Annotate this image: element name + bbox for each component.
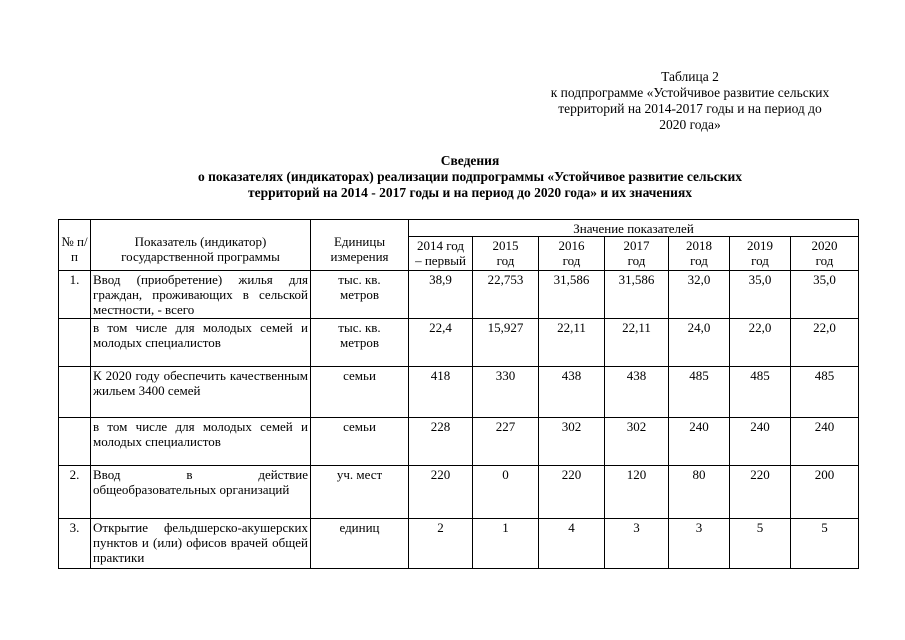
row-value: 24,0 [669, 319, 730, 367]
row-value: 3 [669, 519, 730, 569]
row-number: 3. [59, 519, 91, 569]
header-year-suffix: год [751, 253, 769, 268]
title-line: территорий на 2014 - 2017 годы и на период до 2020 года» и их значениях [247, 185, 693, 200]
row-value: 485 [791, 367, 859, 418]
row-value: 302 [605, 418, 669, 466]
row-indicator: К 2020 году обеспечить качественным жильем 3400 семей [91, 367, 311, 418]
header-year [669, 237, 730, 271]
row-value: 1 [473, 519, 539, 569]
row-value: 330 [473, 367, 539, 418]
header-year [791, 237, 859, 271]
row-value: 438 [539, 367, 605, 418]
caption-line: к подпрограмме «Устойчивое развитие сельских [550, 85, 830, 100]
title-line: о показателях (индикаторах) реализации подпрограммы «Устойчивое развитие сельских [197, 169, 743, 184]
table-row [59, 519, 859, 569]
row-value: 31,586 [539, 271, 605, 319]
row-unit: единиц [311, 519, 409, 569]
row-value: 15,927 [473, 319, 539, 367]
table-row [59, 466, 859, 519]
header-year-suffix: год [627, 253, 646, 268]
row-value: 80 [669, 466, 730, 519]
table-row [59, 319, 859, 367]
row-value: 5 [791, 519, 859, 569]
header-year-label: 2014 год [417, 238, 464, 253]
row-unit: уч. мест [311, 466, 409, 519]
header-year-label: 2020 [811, 238, 838, 253]
title-line: Сведения [440, 153, 500, 168]
header-year-label: 2017 [623, 238, 650, 253]
row-value: 4 [539, 519, 605, 569]
row-value: 31,586 [605, 271, 669, 319]
caption-line: Таблица 2 [661, 69, 719, 84]
caption-line: 2020 года» [659, 117, 721, 132]
row-value: 240 [791, 418, 859, 466]
row-value: 220 [730, 466, 791, 519]
header-year-suffix: год [562, 253, 581, 268]
indicators-table [58, 219, 859, 569]
row-value: 302 [539, 418, 605, 466]
header-year [539, 237, 605, 271]
row-unit: семьи [311, 367, 409, 418]
table-caption [470, 69, 905, 133]
header-year-suffix: – первый [415, 253, 466, 268]
header-year-suffix: год [690, 253, 708, 268]
header-year [409, 237, 473, 271]
header-num: № п/п [59, 220, 91, 271]
row-value: 485 [730, 367, 791, 418]
row-unit: семьи [311, 418, 409, 466]
row-indicator: Ввод в действие общеобразовательных организаций [91, 466, 311, 519]
table-row [59, 271, 859, 319]
header-year [605, 237, 669, 271]
row-value: 240 [669, 418, 730, 466]
header-year-label: 2015 [492, 238, 519, 253]
header-units: Единицы измерения [311, 220, 409, 271]
header-year-suffix: год [815, 253, 834, 268]
row-value: 35,0 [791, 271, 859, 319]
header-values: Значение показателей [409, 220, 859, 237]
row-value: 35,0 [730, 271, 791, 319]
row-value: 38,9 [409, 271, 473, 319]
row-value: 220 [539, 466, 605, 519]
row-value: 22,11 [605, 319, 669, 367]
row-number: 2. [59, 466, 91, 519]
row-unit: тыс. кв. метров [311, 271, 409, 319]
row-value: 120 [605, 466, 669, 519]
caption-line: территорий на 2014-2017 годы и на период до [558, 101, 822, 116]
header-indicator: Показатель (индикатор) государственной программы [91, 220, 311, 271]
row-value: 32,0 [669, 271, 730, 319]
row-value: 22,0 [791, 319, 859, 367]
table-row [59, 367, 859, 418]
row-value: 22,753 [473, 271, 539, 319]
header-year [730, 237, 791, 271]
row-value: 228 [409, 418, 473, 466]
row-number [59, 418, 91, 466]
header-year-label: 2019 [747, 238, 773, 253]
row-value: 22,11 [539, 319, 605, 367]
row-number [59, 319, 91, 367]
header-year-label: 2016 [558, 238, 585, 253]
row-indicator: Открытие фельдшерско-акушерских пунктов и (или) офисов врачей общей практики [91, 519, 311, 569]
document-title [40, 153, 900, 201]
row-value: 22,0 [730, 319, 791, 367]
row-value: 2 [409, 519, 473, 569]
table-row [59, 418, 859, 466]
row-unit: тыс. кв. метров [311, 319, 409, 367]
row-value: 418 [409, 367, 473, 418]
row-number [59, 367, 91, 418]
row-indicator: в том числе для молодых семей и молодых специалистов [91, 319, 311, 367]
row-indicator: в том числе для молодых семей и молодых специалистов [91, 418, 311, 466]
row-value: 22,4 [409, 319, 473, 367]
row-value: 240 [730, 418, 791, 466]
header-year-label: 2018 [686, 238, 712, 253]
row-value: 220 [409, 466, 473, 519]
row-value: 0 [473, 466, 539, 519]
row-value: 485 [669, 367, 730, 418]
header-year-suffix: год [496, 253, 515, 268]
row-value: 438 [605, 367, 669, 418]
row-value: 3 [605, 519, 669, 569]
row-value: 227 [473, 418, 539, 466]
row-value: 5 [730, 519, 791, 569]
row-value: 200 [791, 466, 859, 519]
row-indicator: Ввод (приобретение) жилья для граждан, проживающих в сельской местности, - всего [91, 271, 311, 319]
header-year [473, 237, 539, 271]
row-number: 1. [59, 271, 91, 319]
